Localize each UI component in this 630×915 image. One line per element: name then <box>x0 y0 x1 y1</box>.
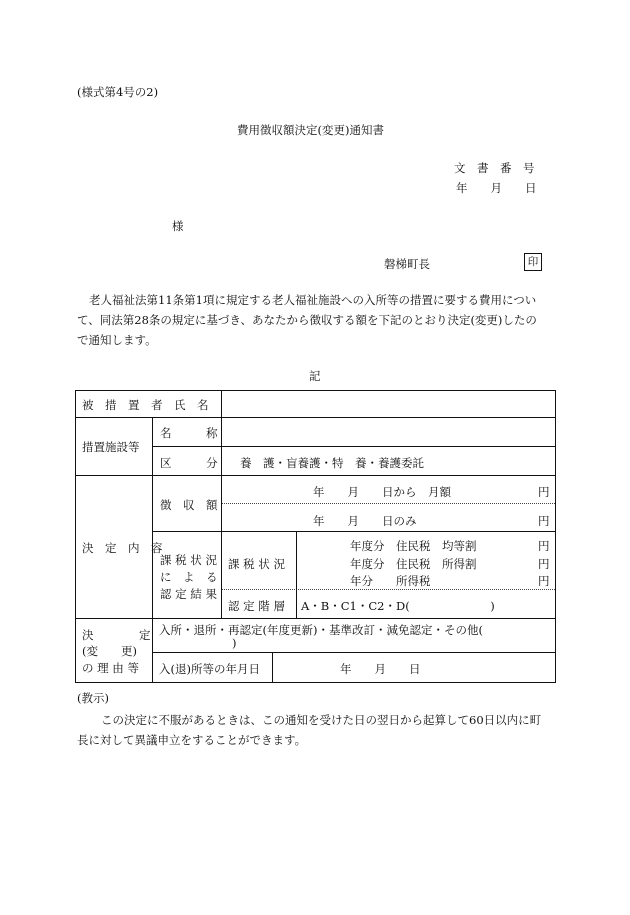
seal-mark: 印 <box>524 253 542 271</box>
tax-row: 年度分 住民税 所得割 <box>350 557 477 571</box>
patient-name-label: 被 措 置 者 氏 名 <box>82 398 209 412</box>
notice-line-2: 長に対して異議申立をすることができます。 <box>77 733 307 747</box>
tax-row-yen: 円 <box>538 539 550 553</box>
facility-label: 措置施設等 <box>82 440 140 454</box>
admission-date-label: 入(退)所等の年月日 <box>159 662 260 676</box>
facility-category-options: 養 護・盲養護・特 養・養護委託 <box>240 456 424 470</box>
tax-row: 年度分 住民税 均等割 <box>350 539 477 553</box>
reason-options: 入所・退所・再認定(年度更新)・基準改訂・減免認定・その他( <box>159 623 483 637</box>
certification-level-value: A・B・C1・C2・D( ) <box>301 599 495 613</box>
notice-paragraph <box>77 710 555 750</box>
facility-category-label: 区 分 <box>160 456 218 470</box>
reason-label-2: (変 更) <box>82 644 137 658</box>
reason-label-1b: 定 <box>139 628 151 642</box>
reason-label-3: の 理 由 等 <box>82 661 139 675</box>
reason-options-close: ) <box>232 636 237 650</box>
document-date-label: 年 月 日 <box>456 181 537 195</box>
body-paragraph <box>77 290 555 350</box>
tax-status-label: 課 税 状 況 <box>228 557 285 571</box>
tax-result-label-3: 認 定 結 果 <box>160 587 217 601</box>
reason-label-1a: 決 <box>82 628 94 642</box>
body-line-3: で通知します。 <box>77 333 157 347</box>
ki-heading: 記 <box>309 369 321 383</box>
certification-level-label: 認 定 階 層 <box>228 599 285 613</box>
decision-content-label: 決 定 内 容 <box>82 541 163 555</box>
tax-result-label-1: 課 税 状 況 <box>160 553 217 567</box>
amount-row-once-yen: 円 <box>538 514 550 528</box>
notice-line-1: この決定に不服があるときは、この通知を受けた日の翌日から起算して60日以内に町 <box>101 713 542 727</box>
body-line-2: て、同法第28条の規定に基づき、あなたから徴収する額を下記のとおり決定(変更)したの <box>77 313 537 327</box>
facility-name-label: 名 称 <box>160 426 218 440</box>
collection-amount-label: 徴 収 額 <box>160 498 218 512</box>
document-title: 費用徴収額決定(変更)通知書 <box>237 123 384 137</box>
issuer-name: 磐梯町長 <box>384 257 430 271</box>
amount-row-monthly-yen: 円 <box>538 485 550 499</box>
tax-row-yen: 円 <box>538 557 550 571</box>
addressee-suffix: 様 <box>172 219 184 233</box>
tax-result-label-2: に よ る <box>160 570 218 584</box>
body-line-1: 老人福祉法第11条第1項に規定する老人福祉施設への入所等の措置に要する費用につい <box>89 293 537 307</box>
tax-row: 年分 所得税 <box>350 574 431 588</box>
notice-heading: (教示) <box>77 691 109 705</box>
form-number: (様式第4号の2) <box>77 85 159 99</box>
amount-row-monthly: 年 月 日から 月額 <box>313 485 451 499</box>
tax-row-yen: 円 <box>538 574 550 588</box>
admission-date-value: 年 月 日 <box>340 662 421 676</box>
amount-row-once: 年 月 日のみ <box>313 514 417 528</box>
document-number-label: 文 書 番 号 <box>454 161 535 175</box>
